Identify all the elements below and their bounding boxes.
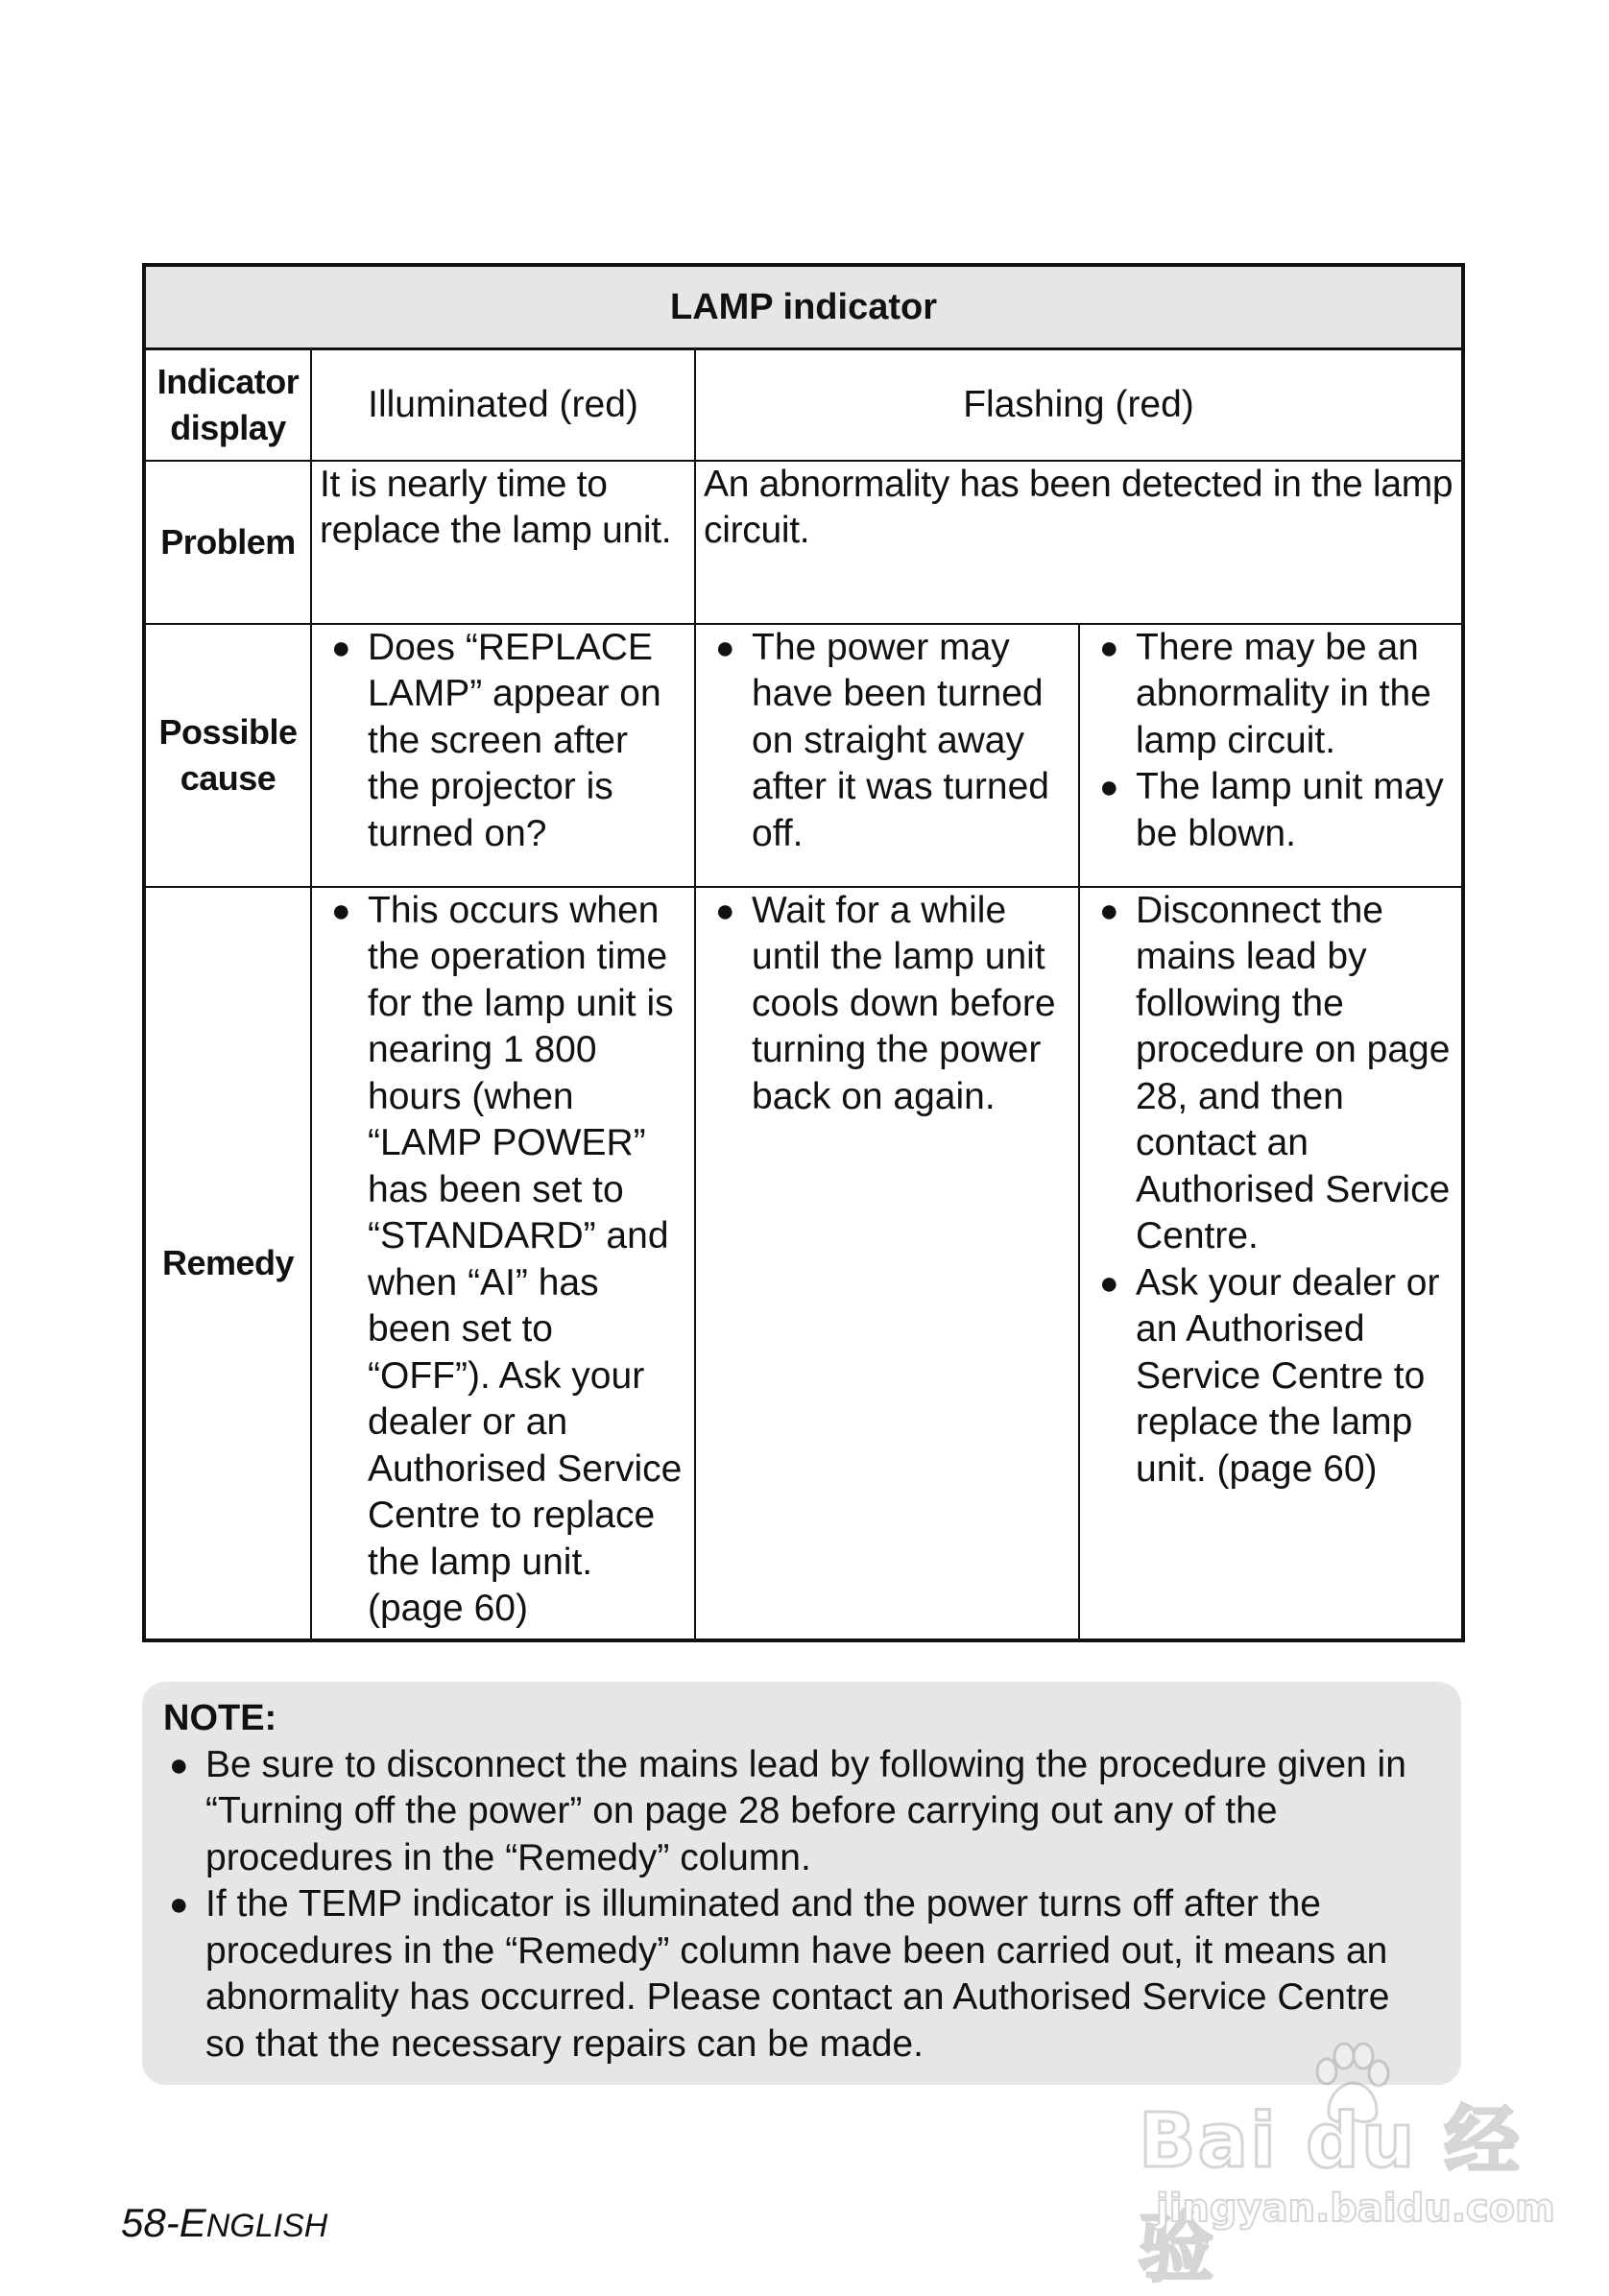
remedy-col2 <box>695 887 1079 1640</box>
bullet-icon: ● <box>1099 629 1119 666</box>
baidu-watermark <box>1139 2043 1555 2292</box>
illuminated-red-cell: Illuminated (red) <box>311 349 695 461</box>
language-rest: NGLISH <box>205 2208 328 2244</box>
indicator-display-header-line2: display <box>170 407 286 447</box>
list-item-text: Wait for a while until the lamp unit cools down before turning the power back on again. <box>752 889 1056 1117</box>
possible-cause-col3 <box>1079 624 1463 887</box>
problem-illuminated-text: It is nearly time to replace the lamp unit. <box>320 463 672 551</box>
remedy-col3-list <box>1080 888 1461 1499</box>
page-footer <box>121 2200 327 2246</box>
note-item-text: If the TEMP indicator is illuminated and the power turns off after the procedures in the “Remedy” column have been carried out, it means an abnormality has occurred. Please contact an Authorised Service Centre so that the necessary repairs can be made. <box>205 1883 1390 2065</box>
list-item-text: Ask your dealer or an Authorised Service Centre to replace the lamp unit. (page 60) <box>1136 1261 1440 1490</box>
list-item <box>1099 1260 1452 1494</box>
watermark-brand: Bai du 经验 <box>1139 2098 1522 2292</box>
bullet-icon: ● <box>715 629 735 666</box>
bullet-icon: ● <box>331 629 351 666</box>
list-item-text: There may be an abnormality in the lamp circuit. <box>1136 626 1431 761</box>
list-item <box>1099 888 1452 1260</box>
remedy-col1-list <box>312 888 694 1638</box>
possible-cause-col2-list <box>696 625 1078 864</box>
bullet-icon: ● <box>169 1886 189 1923</box>
indicator-display-header <box>144 349 311 461</box>
remedy-col3 <box>1079 887 1463 1640</box>
list-item <box>1099 764 1452 857</box>
page-number: 58- <box>121 2200 180 2245</box>
list-item <box>331 625 684 858</box>
watermark-url: jingyan.baidu.com <box>1156 2187 1555 2231</box>
list-item <box>715 625 1069 858</box>
list-item-text: This occurs when the operation time for the lamp unit is nearing 1 800 hours (when “LAMP POWER” has been set to “STANDARD” and when “AI” has been set to “OFF”). Ask your dealer or an Authorised Service Centre to replace the lamp unit. (page 60) <box>368 889 683 1629</box>
possible-cause-header-line2: cause <box>180 757 276 798</box>
list-item-text: Disconnect the mains lead by following the procedure on page 28, and then contact an Authorised Service Centre. <box>1136 889 1451 1256</box>
list-item <box>163 1742 1432 1882</box>
problem-header: Problem <box>144 461 311 624</box>
bullet-icon: ● <box>715 892 735 929</box>
possible-cause-col1-list <box>312 625 694 864</box>
remedy-header: Remedy <box>144 887 311 1640</box>
problem-row <box>144 461 1463 624</box>
list-item <box>1099 625 1452 765</box>
remedy-row <box>144 887 1463 1640</box>
list-item <box>163 1881 1432 2068</box>
remedy-col1 <box>311 887 695 1640</box>
table-title: LAMP indicator <box>144 265 1463 349</box>
possible-cause-col2 <box>695 624 1079 887</box>
list-item <box>715 888 1069 1121</box>
list-item-text: The power may have been turned on straight away after it was turned off. <box>752 626 1049 854</box>
indicator-display-header-line1: Indicator <box>156 361 300 401</box>
problem-illuminated-cell <box>311 461 695 624</box>
problem-flashing-text: An abnormality has been detected in the lamp circuit. <box>704 463 1453 551</box>
possible-cause-row <box>144 624 1463 887</box>
flashing-red-cell: Flashing (red) <box>695 349 1463 461</box>
list-item-text: Does “REPLACE LAMP” appear on the screen after the projector is turned on? <box>368 626 661 854</box>
bullet-icon: ● <box>1099 1264 1119 1302</box>
list-item <box>331 888 684 1633</box>
possible-cause-header-line1: Possible <box>158 711 298 752</box>
bullet-icon: ● <box>169 1746 189 1783</box>
bullet-icon: ● <box>331 892 351 929</box>
list-item-text: The lamp unit may be blown. <box>1136 766 1444 854</box>
table-title-row <box>144 265 1463 349</box>
bullet-icon: ● <box>1099 769 1119 805</box>
possible-cause-col1 <box>311 624 695 887</box>
note-item-text: Be sure to disconnect the mains lead by following the procedure given in “Turning off the power” on page 28 before carrying out any of the procedures in the “Remedy” column. <box>205 1743 1406 1878</box>
remedy-col2-list <box>696 888 1078 1127</box>
problem-flashing-cell <box>695 461 1463 624</box>
indicator-display-row <box>144 349 1463 461</box>
possible-cause-header <box>144 624 311 887</box>
note-title: NOTE: <box>163 1698 277 1738</box>
note-box <box>142 1682 1461 2085</box>
possible-cause-col3-list <box>1080 625 1461 864</box>
lamp-indicator-table <box>142 263 1465 1642</box>
note-list <box>163 1742 1432 2069</box>
language-initial: E <box>179 2200 206 2245</box>
bullet-icon: ● <box>1099 892 1119 929</box>
